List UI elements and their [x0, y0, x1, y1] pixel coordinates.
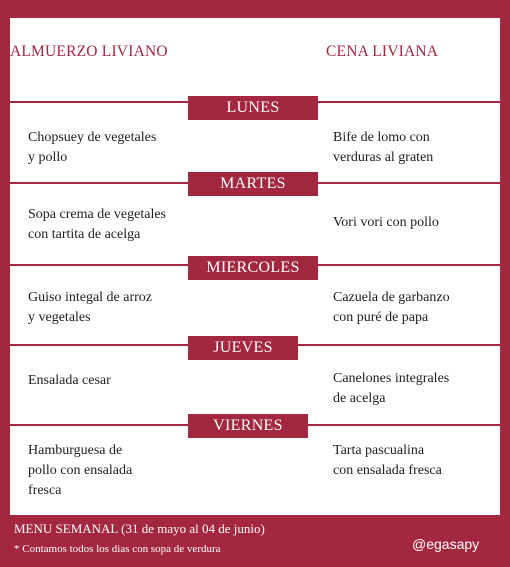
day-label-friday: VIERNES	[188, 414, 308, 438]
day-label-monday: LUNES	[188, 96, 318, 120]
lunch-thursday: Ensalada cesar	[28, 373, 111, 388]
menu-week-title: MENU SEMANAL (31 de mayo al 04 de junio)	[14, 521, 265, 536]
dinner-thursday: Canelones integrales de acelga	[333, 371, 450, 406]
dinner-wednesday: Cazuela de garbanzo con puré de papa	[333, 290, 450, 325]
lunch-wednesday: Guiso integal de arroz y vegetales	[28, 290, 153, 325]
lunch-friday: Hamburguesa de pollo con ensalada fresca	[28, 443, 133, 498]
social-handle: @egasapy	[412, 536, 480, 552]
day-label-tuesday: MARTES	[188, 172, 318, 196]
lunch-column-header: ALMUERZO LIVIANO	[10, 43, 168, 60]
lunch-tuesday: Sopa crema de vegetales con tartita de acelga	[28, 207, 166, 242]
dinner-friday: Tarta pascualina con ensalada fresca	[333, 443, 442, 478]
day-label-thursday: JUEVES	[188, 336, 298, 360]
dinner-column-header: CENA LIVIANA	[326, 43, 439, 60]
soup-note: * Contamos todos los dias con sopa de verdura	[14, 543, 221, 555]
dinner-tuesday: Vori vori con pollo	[333, 215, 439, 230]
lunch-monday: Chopsuey de vegetales y pollo	[28, 130, 157, 165]
dinner-monday: Bife de lomo con verduras al graten	[333, 130, 434, 165]
day-label-wednesday: MIERCOLES	[188, 256, 318, 280]
